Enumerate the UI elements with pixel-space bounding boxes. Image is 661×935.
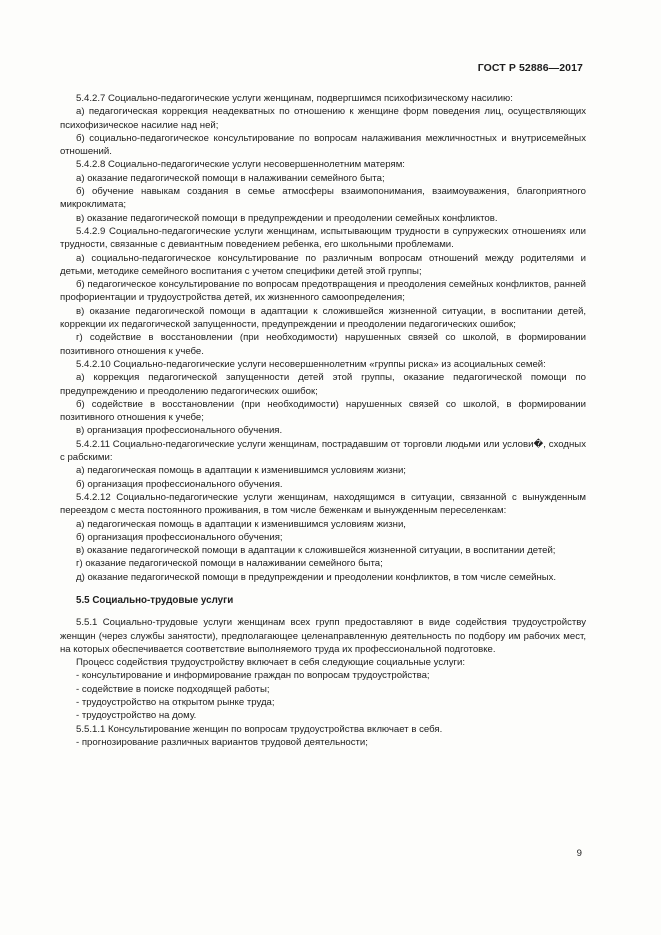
- standard-header: ГОСТ Р 52886—2017: [477, 62, 583, 74]
- paragraph: б) социально-педагогическое консультирование по вопросам налаживания межличностных и внутрисемейных отношений.: [60, 132, 586, 158]
- paragraph: б) организация профессионального обучения;: [76, 531, 283, 543]
- paragraph: г) оказание педагогической помощи в налаживании семейного быта;: [76, 558, 383, 570]
- paragraph: г) содействие в восстановлении (при необходимости) нарушенных связей со школой, в формировании позитивного отношения к учебе.: [60, 332, 586, 357]
- paragraph: - консультирование и информирование граждан по вопросам трудоустройства;: [76, 670, 430, 682]
- paragraph: 5.4.2.12 Социально-педагогические услуги женщинам, находящимся в ситуации, связанной с вынужденным переездом с места постоянного проживания, в том числе беженкам и вынужденным переселенкам:: [60, 491, 586, 517]
- paragraph: - трудоустройство на открытом рынке труда;: [76, 697, 275, 709]
- paragraph: в) оказание педагогической помощи в адаптации к сложившейся жизненной ситуации, в воспитании детей;: [76, 545, 556, 557]
- paragraph: а) педагогическая помощь в адаптации к изменившимся условиям жизни,: [76, 518, 406, 530]
- paragraph: 5.5.1.1 Консультирование женщин по вопросам трудоустройства включает в себя.: [76, 723, 443, 735]
- paragraph: а) педагогическая помощь в адаптации к изменившимся условиям жизни;: [76, 465, 406, 477]
- paragraph: 5.4.2.10 Социально-педагогические услуги несовершеннолетним «группы риска» из асоциальных семей:: [76, 358, 546, 370]
- document-body: [60, 92, 586, 749]
- page-number: 9: [576, 848, 582, 859]
- paragraphs-block-before: [60, 92, 586, 584]
- paragraph: а) оказание педагогической помощи в налаживании семейного быта;: [76, 172, 385, 184]
- paragraph: а) коррекция педагогической запущенности детей этой группы, оказание педагогической помощи по предупреждению и преодолению педагогических ошибок;: [60, 372, 586, 397]
- paragraph: 5.4.2.11 Социально-педагогические услуги женщинам, пострадавшим от торговли людьми или услови�, сходных с рабскими:: [60, 438, 586, 464]
- paragraph: а) педагогическая коррекция неадекватных по отношению к женщине форм поведения лиц, осуществляющих психофизическое насилие над ней;: [60, 106, 586, 131]
- paragraph: Процесс содействия трудоустройству включает в себя следующие социальные услуги:: [76, 657, 466, 669]
- paragraph: а) социально-педагогическое консультирование по различным вопросам отношений между родителями и детьми, методике семейного воспитания с учетом специфики детей этой группы;: [60, 252, 586, 277]
- paragraph: 5.4.2.7 Социально-педагогические услуги женщинам, подвергшимся психофизическому насилию:: [76, 93, 513, 104]
- paragraph: в) оказание педагогической помощи в предупреждении и преодолении семейных конфликтов.: [76, 212, 498, 224]
- section-title: 5.5 Социально-трудовые услуги: [76, 594, 234, 606]
- paragraph: б) содействие в восстановлении (при необходимости) нарушенных связей со школой, в формировании позитивного отношения к учебе;: [60, 398, 586, 424]
- paragraph: в) организация профессионального обучения.: [76, 425, 283, 437]
- paragraph: - содействие в поиске подходящей работы;: [76, 683, 270, 695]
- paragraph: 5.5.1 Социально-трудовые услуги женщинам всех групп предоставляют в виде содействия трудоустройству женщин (через службы занятости), предполагающее целенаправленную деятельность по подбору им рабочих мест, на которых обеспечивается соответствие выполняемого труда их профессиональной подготовке.: [60, 617, 586, 655]
- paragraph: д) оказание педагогической помощи в предупреждении и преодолении конфликтов, в том числе семейных.: [76, 571, 557, 583]
- paragraph: 5.4.2.8 Социально-педагогические услуги несовершеннолетним матерям:: [76, 159, 405, 171]
- paragraph: б) обучение навыкам создания в семье атмосферы взаимопонимания, взаимоуважения, благоприятного микроклимата;: [60, 186, 586, 211]
- paragraph: - трудоустройство на дому.: [76, 710, 197, 722]
- paragraph: 5.4.2.9 Социально-педагогические услуги женщинам, испытывающим трудности в супружеских отношениях или трудности, связанные с девиантным поведением ребенка, его школьными проблемами.: [60, 225, 586, 251]
- paragraph: - прогнозирование различных вариантов трудовой деятельности;: [76, 736, 368, 748]
- paragraphs-block-after: [60, 616, 586, 749]
- paragraph: б) организация профессионального обучения.: [76, 478, 283, 490]
- paragraph: в) оказание педагогической помощи в адаптации к сложившейся жизненной ситуации, в воспитании детей, коррекции их педагогической запущенности, предупреждении и преодолении педагогических ошибок;: [60, 305, 586, 331]
- paragraph: б) педагогическое консультирование по вопросам предотвращения и преодоления семейных конфликтов, ранней профориентации и трудоустройства детей, их жизненного самоопределения;: [60, 279, 586, 304]
